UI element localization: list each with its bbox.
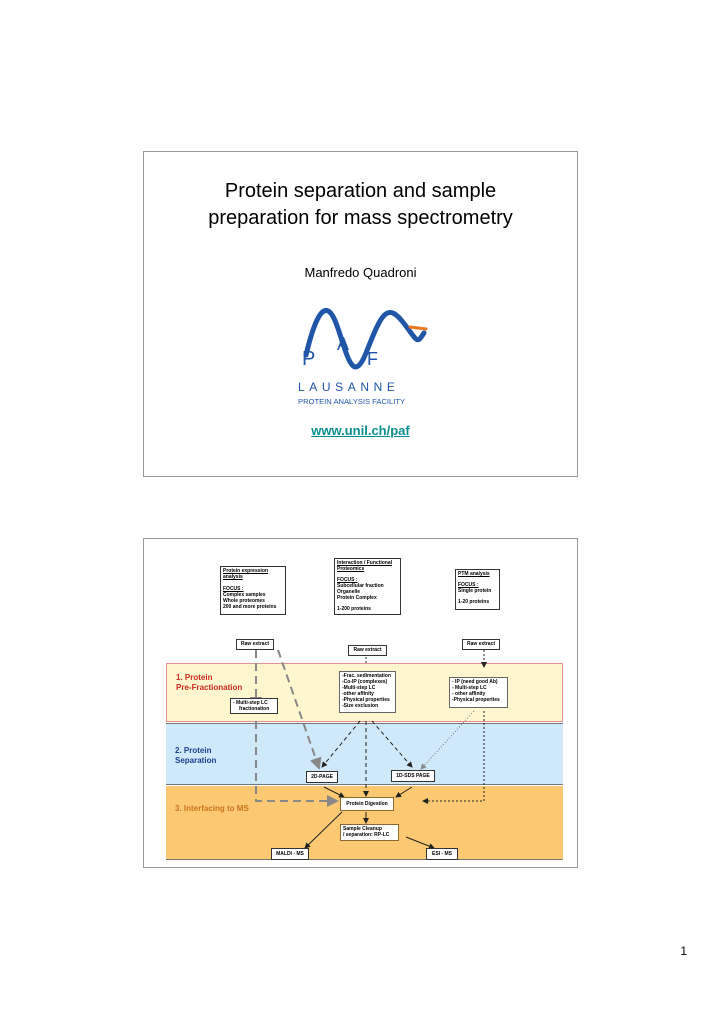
arrow-cleanup-to-esi (406, 837, 434, 848)
website-link[interactable]: www.unil.ch/paf (311, 423, 410, 438)
arrow-left-long (256, 721, 337, 801)
title-line-1: Protein separation and sample (224, 180, 497, 202)
band2-label: 2. Protein Separation (175, 746, 217, 765)
sample-cleanup-box: Sample Cleanup / separation: RP-LC (340, 824, 399, 841)
raw-extract-right: Raw extract (462, 639, 500, 650)
arrow-center-to-2d (322, 721, 360, 767)
arrow-2d-to-digest (324, 787, 344, 797)
band1-label: 1. Protein Pre-Fractionation (176, 673, 243, 692)
maldi-ms-box: MALDI - MS (271, 848, 309, 860)
logo-letter-a: A (337, 334, 350, 354)
paf-logo (294, 293, 439, 409)
arrow-center-to-1d (372, 721, 412, 767)
expression-analysis-box: Protein expression analysis FOCUS : Complex samples Whole proteomes 200 and more proteins (220, 566, 286, 615)
logo-wave (306, 310, 424, 367)
logo-letter-p: P (302, 348, 316, 370)
right-methods-list: - IP (need good Ab) - Multi-step LC - other affinity -Physical properties (449, 677, 508, 708)
raw-extract-center: Raw extract (348, 645, 387, 656)
title-slide (143, 151, 578, 477)
logo-letter-f: F (367, 349, 378, 369)
page-number: 1 (680, 944, 687, 958)
multistep-lc-box: - Multi-step LC fractionation (230, 698, 278, 714)
title-line-2: preparation for mass spectrometry (208, 207, 513, 229)
logo-orange-tip (410, 327, 426, 329)
arrow-right-to-digest (423, 711, 484, 801)
2d-page-box: 2D-PAGE (306, 771, 338, 783)
ptm-analysis-box: PTM analysis FOCUS : Single protein 1-20 proteins (455, 569, 500, 610)
arrow-1d-to-digest (396, 787, 412, 797)
1d-sds-page-box: 1D-SDS PAGE (391, 770, 435, 782)
arrow-left-diagonal (278, 650, 319, 768)
raw-extract-left: Raw extract (236, 639, 274, 650)
center-methods-list: -Frac. sedimentation -Co-IP (complexes) -Multi-step LC -other affinity -Physical properties -Size exclusion (339, 671, 396, 713)
logo-facility: PROTEIN ANALYSIS FACILITY (298, 397, 406, 406)
logo-lausanne: LAUSANNE (298, 380, 400, 394)
slide-title (144, 178, 577, 232)
protein-digestion-box: Protein Digestion (340, 797, 394, 811)
band3-label: 3. Interfacing to MS (175, 804, 249, 813)
author-name: Manfredo Quadroni (304, 265, 417, 280)
arrow-digest-to-maldi (305, 812, 342, 848)
workflow-slide (143, 538, 578, 868)
arrow-right-to-1d (421, 711, 474, 769)
interaction-proteomics-box: Interaction / Functional Proteomics FOCUS : Subcellular fraction Organelle Protein Complex 1-200 proteins (334, 558, 401, 615)
esi-ms-box: ESI - MS (426, 848, 458, 860)
